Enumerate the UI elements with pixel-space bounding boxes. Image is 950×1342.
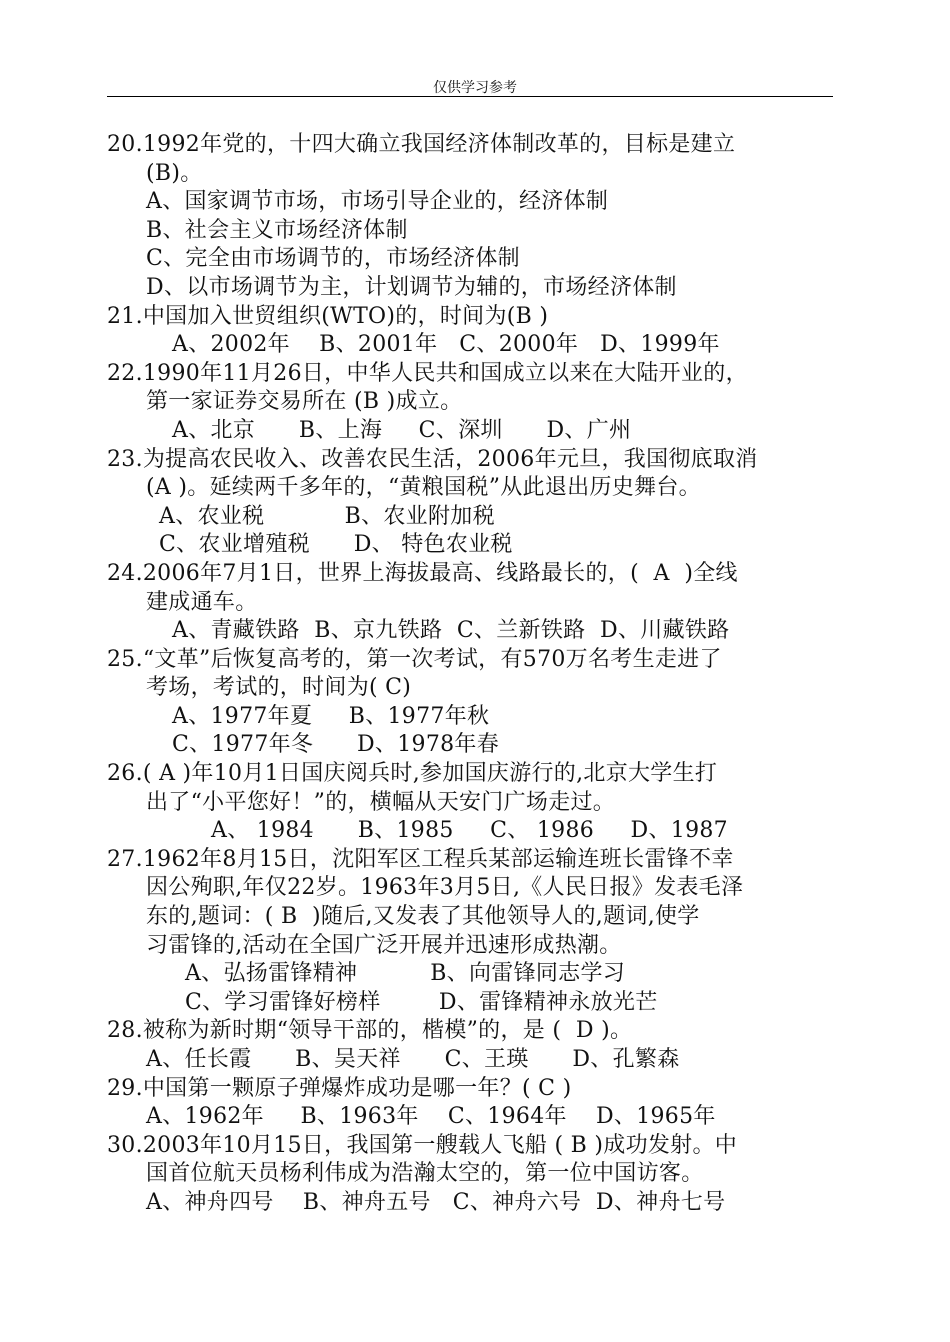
option-line: 因公殉职,年仅22岁。1963年3月5日,《人民日报》发表毛泽	[146, 875, 744, 901]
option-line: 东的,题词：( B )随后,又发表了其他领导人的,题词,使学	[146, 904, 700, 930]
question-line: 20.1992年党的，十四大确立我国经济体制改革的，目标是建立	[107, 132, 736, 157]
question-line: 27.1962年8月15日，沈阳军区工程兵某部运输连班长雷锋不幸	[107, 846, 734, 872]
option-line: A、1962年 B、1963年 C、1964年 D、1965年	[146, 1104, 716, 1130]
question-line: 22.1990年11月26日，中华人民共和国成立以来在大陆开业的，	[107, 360, 748, 386]
option-line: A、农业税 B、农业附加税	[159, 503, 495, 529]
question-line: 25.“文革”后恢复高考的，第一次考试，有570万名考生走进了	[107, 646, 722, 672]
option-line: A、国家调节市场，市场引导企业的，经济体制	[146, 189, 609, 215]
question-list	[107, 131, 837, 1218]
option-line: C、1977年冬 D、1978年春	[172, 732, 500, 758]
option-line: 建成通车。	[146, 589, 258, 615]
header-divider	[107, 96, 833, 97]
question-line: 21.中国加入世贸组织(WTO)的，时间为(B )	[107, 303, 549, 329]
option-line: A、任长霞 B、吴天祥 C、王瑛 D、孔繁森	[146, 1047, 680, 1072]
option-line: A、2002年 B、2001年 C、2000年 D、1999年	[172, 332, 720, 358]
option-line: 习雷锋的,活动在全国广泛开展并迅速形成热潮。	[146, 932, 622, 958]
option-line: 考场，考试的，时间为( C)	[146, 675, 412, 701]
option-line: A、北京 B、上海 C、深圳 D、广州	[172, 417, 632, 443]
question-line: 26.( A )年10月1日国庆阅兵时,参加国庆游行的,北京大学生打	[107, 761, 718, 787]
option-line: C、学习雷锋好榜样 D、雷锋精神永放光芒	[185, 989, 658, 1015]
question-line: 28.被称为新时期“领导干部的，楷模”的，是 ( D )。	[107, 1018, 633, 1044]
option-line: (B)。	[146, 160, 203, 186]
question-line: 29.中国第一颗原子弹爆炸成功是哪一年？( C )	[107, 1075, 572, 1101]
option-line: C、完全由市场调节的，市场经济体制	[146, 246, 520, 272]
option-line: A、 1984 B、1985 C、 1986 D、1987	[211, 818, 728, 844]
page-header: 仅供学习参考	[433, 80, 517, 96]
question-line: 23.为提高农民收入、改善农民生活，2006年元旦，我国彻底取消	[107, 446, 758, 472]
question-line: 30.2003年10月15日，我国第一艘载人飞船 ( B )成功发射。中	[107, 1132, 738, 1158]
option-line: 第一家证券交易所在 (B )成立。	[146, 389, 463, 415]
option-line: (A )。延续两千多年的，“黄粮国税”从此退出历史舞台。	[146, 475, 701, 501]
option-line: D、以市场调节为主，计划调节为辅的，市场经济体制	[146, 274, 677, 300]
option-line: A、神舟四号 B、神舟五号 C、神舟六号 D、神舟七号	[146, 1189, 726, 1215]
option-line: C、农业增殖税 D、 特色农业税	[159, 532, 513, 558]
option-line: A、弘扬雷锋精神 B、向雷锋同志学习	[185, 961, 626, 987]
option-line: 出了“小平您好！”的，横幅从天安门广场走过。	[146, 789, 616, 815]
question-line: 24.2006年7月1日，世界上海拔最高、线路最长的，( A )全线	[107, 560, 738, 586]
option-line: B、社会主义市场经济体制	[146, 217, 408, 243]
option-line: A、青藏铁路 B、京九铁路 C、兰新铁路 D、川藏铁路	[172, 618, 730, 644]
option-line: A、1977年夏 B、1977年秋	[172, 703, 490, 729]
option-line: 国首位航天员杨利伟成为浩瀚太空的，第一位中国访客。	[146, 1161, 704, 1187]
